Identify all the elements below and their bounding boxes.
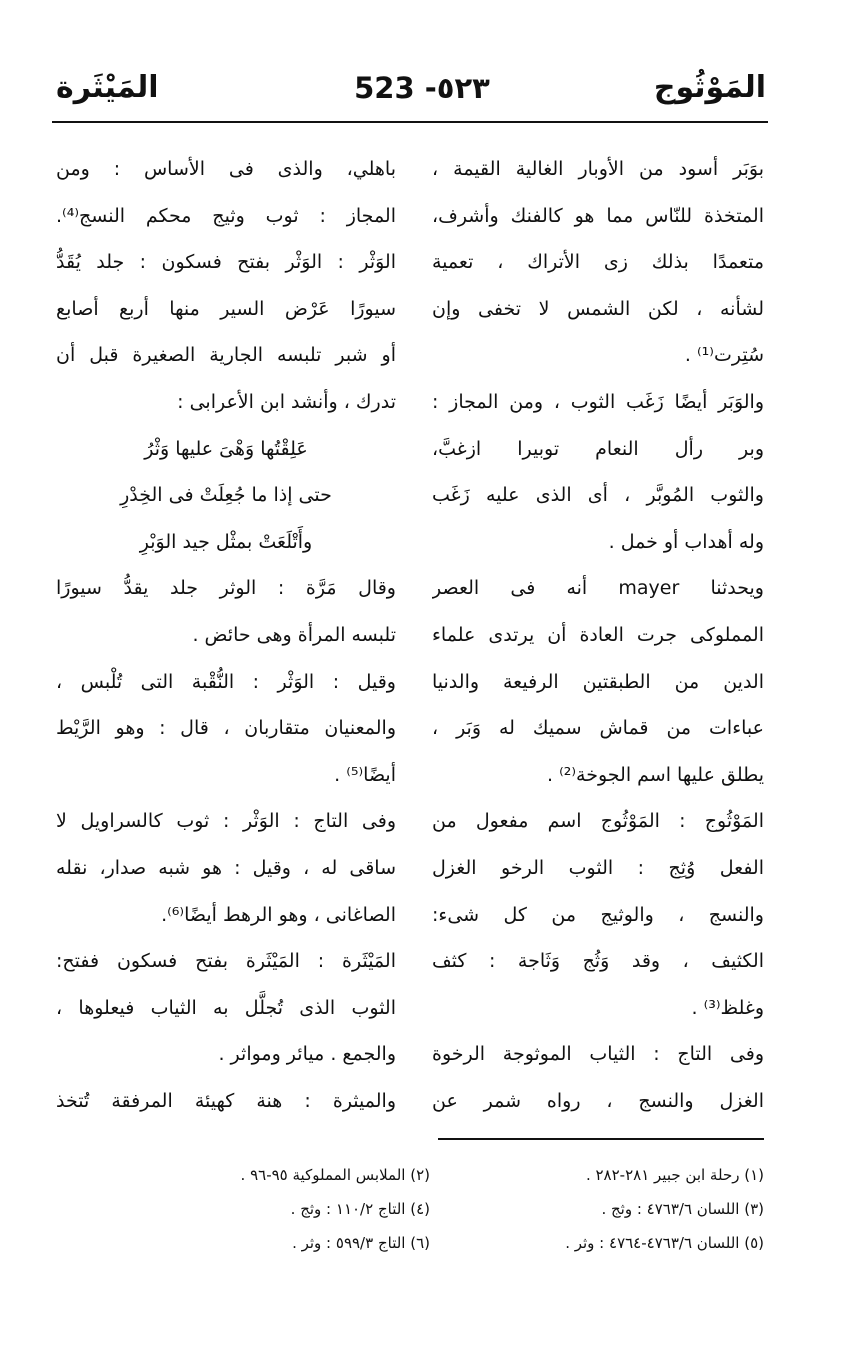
text-line: والنسج ، والوثيج من كل شىء: [432,903,764,926]
text-line: تلبسه المرأة وهى حائض . [192,623,396,646]
text-line: المَيْثَرة : المَيْثَرة بفتح فسكون ففتح: [56,950,396,973]
footnote: (٦) التاج ٥٩٩/٣ : وثر . [292,1234,430,1252]
text-line: ويحدثنا mayer أنه فى العصر [432,577,764,600]
text-line: الثوب الذى تُجلَّل به الثياب فيعلوها ، [56,996,396,1019]
text-line: عَلِقْتُها وَهْىَ عليها وَثْرُ [144,437,308,460]
text-line: ساقى له ، وقيل : هو شبه صدار، نقله [56,856,396,879]
text-line: وأَتْلَعَتْ بمثْل جيد الوَبْرِ [139,530,313,553]
footnote: (٥) اللسان ٤٧٦٣/٦-٤٧٦٤ : وثر . [565,1234,764,1252]
footnote: (٤) التاج ١١٠/٢ : وثج . [290,1200,430,1218]
footnote: (٣) اللسان ٤٧٦٣/٦ : وثج . [601,1200,764,1218]
footnote: (١) رحلة ابن جبير ٢٨١-٢٨٢ . [585,1166,764,1184]
text-line: لشأنه ، لكن الشمس لا تخفى وإن [432,297,764,320]
text-line: وقال مَرَّة : الوثر جلد يقدُّ سيورًا [56,577,396,600]
text-line: تدرك ، وأنشد ابن الأعرابى : [177,390,396,413]
text-line: المملوكى جرت العادة أن يرتدى علماء [432,623,764,646]
header-entry-left: المَيْثَرة [56,70,159,105]
text-line: وفى التاج : الثياب الموثوجة الرخوة [432,1043,764,1066]
text-line: والوَبَر أيضًا زَغَب الثوب ، ومن المجاز : [432,390,764,413]
page-number: 523 -٥٢٣ [354,71,490,105]
text-line: الدين من الطبقتين الرفيعة والدنيا [432,670,764,693]
text-line: والميثرة : هنة كهيئة المرفقة تُتخذ [56,1089,396,1112]
left-column [56,146,396,1124]
text-line: الكثيف ، وقد وَثُج وَثَاجة : كثف [432,950,764,973]
header-entry-right: المَوْثُوج [653,70,766,105]
text-line: وله أهداب أو خمل . [608,530,764,553]
text-line: عباءات من قماش سميك له وَبَر ، [432,717,764,740]
text-line: وفى التاج : الوَثْر : ثوب كالسراويل لا [56,810,396,833]
text-line: متعمدًا بذلك زى الأتراك ، تعمية [432,251,764,274]
text-line: المَوْثُوج : المَوْثُوج اسم مفعول من [432,810,764,833]
text-line: والمعنيان متقاربان ، قال : وهو الرَّيْط [56,717,396,740]
text-line: وغلظ⁽³⁾ . [691,996,764,1019]
text-line: الصاغانى ، وهو الرهط أيضًا⁽⁶⁾. [161,903,396,926]
text-line: والثوب المُوبَّر ، أى الذى عليه زَغَب [432,484,764,507]
text-line: المتخذة للنّاس مما هو كالفنك وأشرف، [432,204,764,227]
text-line: أو شبر تلبسه الجارية الصغيرة قبل أن [56,344,396,367]
footnote: (٢) الملابس المملوكية ٩٥-٩٦ . [240,1166,430,1184]
header-rule [52,121,768,123]
footnote-rule [438,1138,764,1140]
footnotes-left [60,1158,430,1260]
text-line: والجمع . ميائر ومواثر . [218,1043,396,1066]
text-line: باهلي، والذى فى الأساس : ومن [56,158,396,180]
text-line: بوَبَر أسود من الأوبار الغالية القيمة ، [432,158,764,180]
text-line: الغزل والنسج ، رواه شمر عن [432,1089,764,1112]
text-line: حتى إذا ما جُعِلَتْ فى الخِدْرِ [120,484,332,507]
text-line: الفعل وُثِج : الثوب الرخو الغزل [432,856,764,879]
text-line: سُتِرت⁽¹⁾ . [684,344,764,367]
text-line: أيضًا⁽⁵⁾ . [334,763,396,786]
text-line: يطلق عليها اسم الجوخة⁽²⁾ . [546,763,764,786]
text-line: الوَثْر : الوَثْر بفتح فسكون : جلد يُقَدُّ [56,251,396,274]
text-line: وبر رأل النعام توبيرا ازغبَّ، [432,437,764,460]
footnotes-right [434,1158,764,1260]
text-line: وقيل : الوَثْر : النُّقْبة التى تُلْبس ، [56,670,396,693]
right-column [432,146,764,1124]
text-line: سيورًا عَرْض السير منها أربع أصابع [56,297,396,320]
text-line: المجاز : ثوب وثيج محكم النسج⁽⁴⁾. [56,204,396,227]
